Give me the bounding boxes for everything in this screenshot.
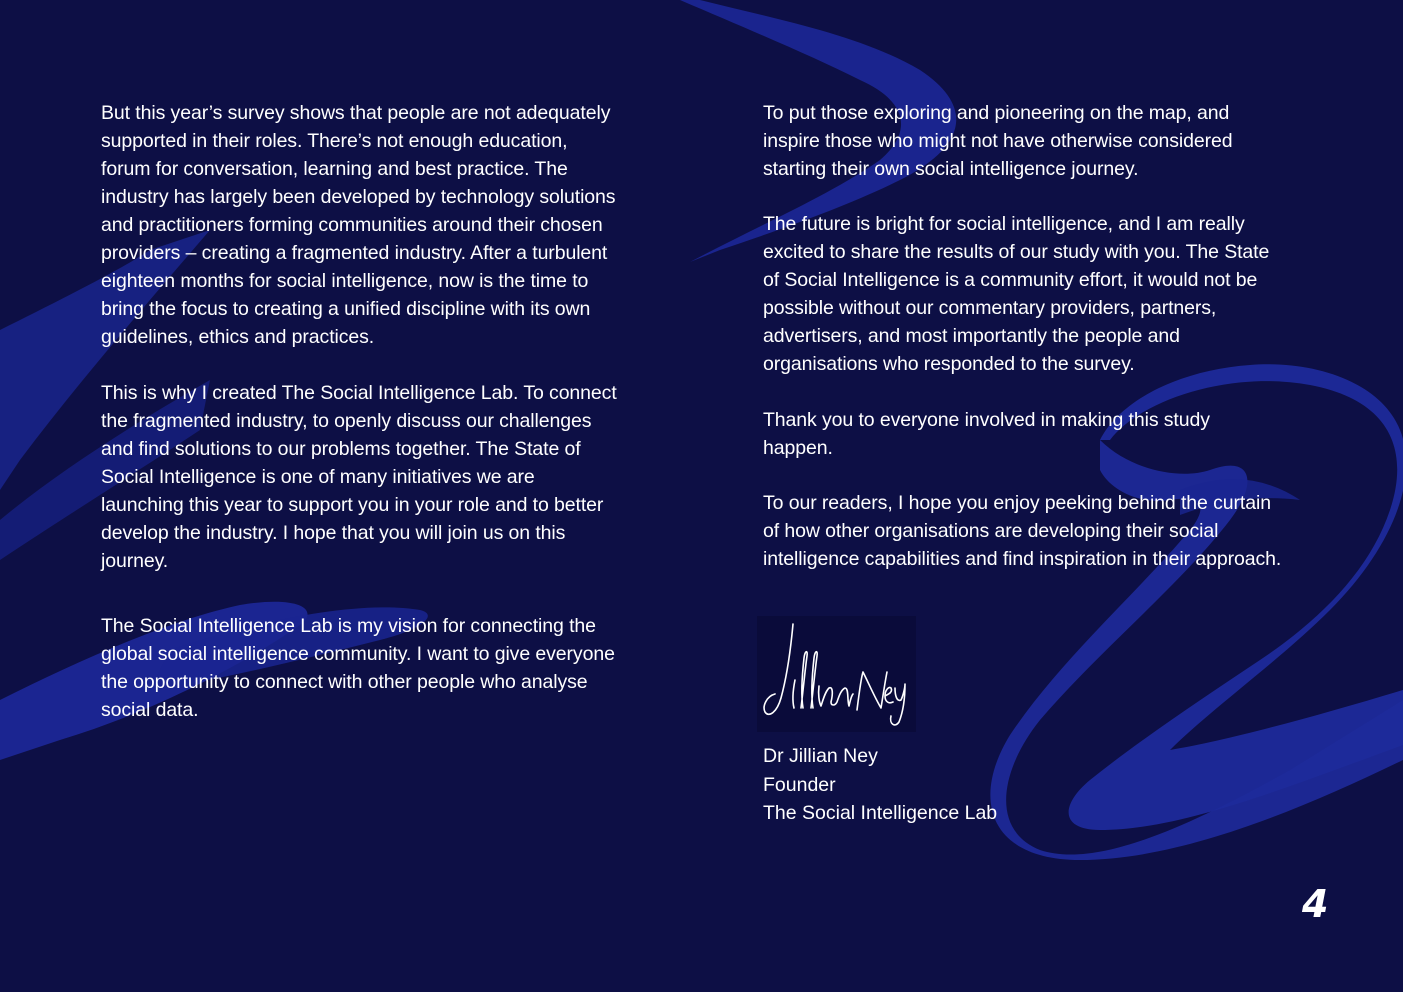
right-paragraph-1: To put those exploring and pioneering on the map, and inspire those who might not have otherwise considered starting their own social intelligence journey. bbox=[763, 102, 1233, 180]
page-number: 4 bbox=[1302, 882, 1329, 926]
handwritten-signature bbox=[757, 616, 916, 732]
right-paragraph-4: To our readers, I hope you enjoy peeking behind the curtain of how other organisations are developing their social intelligence capabilities and find inspiration in their approach. bbox=[763, 492, 1282, 570]
author-organisation: The Social Intelligence Lab bbox=[763, 802, 998, 824]
left-paragraph-2: This is why I created The Social Intelligence Lab. To connect the fragmented industry, to openly discuss our challenges and find solutions to our problems together. The State of Social Intelligence is one of many initiatives we are launching this year to support you in your role and to better develop the industry. I hope that you will join us on this journey. bbox=[101, 382, 617, 572]
signoff-block bbox=[763, 742, 997, 828]
right-column bbox=[763, 99, 1323, 573]
right-paragraph-2: The future is bright for social intelligence, and I am really excited to share the results of our study with you. The State of Social Intelligence is a community effort, it would not be possible without our commentary providers, partners, advertisers, and most importantly the people and organisations who responded to the survey. bbox=[763, 213, 1270, 375]
author-role: Founder bbox=[763, 773, 836, 796]
signature-image bbox=[757, 616, 916, 732]
right-paragraph-3: Thank you to everyone involved in making this study happen. bbox=[763, 409, 1210, 459]
author-name: Dr Jillian Ney bbox=[763, 745, 878, 767]
left-paragraph-3: The Social Intelligence Lab is my vision for connecting the global social intelligence community. I want to give everyone the opportunity to connect with other people who analyse social data. bbox=[101, 615, 615, 721]
left-paragraph-1: But this year’s survey shows that people are not adequately supported in their roles. There’s not enough education, forum for conversation, learning and best practice. The industry has largely been developed by technology solutions and practitioners forming communities around their chosen providers – creating a fragmented industry. After a turbulent eighteen months for social intelligence, now is the time to bring the focus to creating a unified discipline with its own guidelines, ethics and practices. bbox=[101, 102, 616, 348]
left-column bbox=[101, 99, 646, 724]
